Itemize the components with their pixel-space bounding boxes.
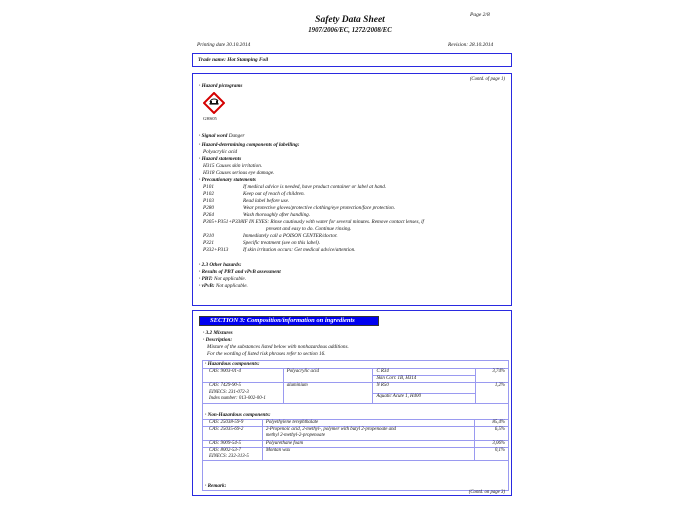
description-heading: · Description:: [203, 337, 233, 343]
precautionary-code: P310: [203, 233, 214, 239]
precautionary-text: Read label before use.: [243, 198, 290, 204]
precautionary-text-continued: present and easy to do. Continue rinsing.: [266, 226, 352, 232]
precautionary-statement: [203, 247, 356, 254]
classification: Skin Corr. 1B, H314: [373, 376, 476, 383]
hazard-components-heading: · Hazard-determining components of labelling:: [199, 142, 300, 148]
printing-date: Printing date 30.10.2014: [197, 42, 251, 48]
hazardous-heading: · Hazardous components:: [205, 361, 260, 367]
hazard-component: Polyacrylic acid: [203, 149, 238, 155]
identifier: CAS: 8002-53-7: [209, 447, 241, 453]
precautionary-statement: [203, 233, 338, 240]
precautionary-text: Immediately call a POISON CENTER/doctor.: [243, 233, 338, 239]
substance-name-line: methyl 2-methyl-2-propenoate: [265, 433, 326, 439]
pbt-line: [199, 276, 246, 283]
identifier: Index number: 013-002-00-1: [209, 395, 266, 401]
vpvb-value: Not applicable.: [215, 283, 248, 289]
identifier: EINECS: 232-313-5: [209, 454, 249, 460]
table-row: [203, 447, 509, 460]
signal-word-label: · Signal word: [199, 133, 228, 139]
percentage: 3,74%: [476, 369, 509, 383]
percentage: 1,2%: [476, 383, 509, 404]
pictogram-code: GHS05: [203, 116, 217, 121]
identifier: CAS: 9003-01-4: [209, 369, 241, 374]
identifier: CAS: 7429-90-5: [209, 383, 241, 389]
cas-cell: [203, 427, 263, 440]
cas-cell: [203, 420, 263, 427]
percentage: 3,06%: [475, 440, 509, 447]
corrosion-pictogram-icon: [203, 92, 225, 114]
substance-name: [262, 447, 474, 460]
pictograms-heading: · Hazard pictograms: [199, 83, 243, 89]
hazard-statement: H315 Causes skin irritation.: [203, 163, 263, 169]
precautionary-code: P102: [203, 191, 214, 197]
substance-name-line: Polyethylene terephthalate: [265, 420, 319, 425]
substance-name: [262, 440, 474, 447]
substance-name: Polyacrylic acid: [283, 369, 373, 383]
trade-name: Trade name: Hot Stamping Foil: [198, 57, 269, 63]
table-row: [203, 420, 509, 427]
cas-cell: [203, 383, 284, 404]
precautionary-statement: [203, 198, 289, 205]
precautionary-code: P332+P313: [203, 247, 229, 253]
vpvb-label: · vPvB:: [199, 283, 215, 289]
nonhazardous-heading: · Non-Hazardous components:: [205, 412, 271, 418]
vpvb-line: [199, 283, 248, 290]
section-3-box: [192, 310, 512, 496]
substance-name: [262, 427, 474, 440]
precautionary-code: P103: [203, 198, 214, 204]
substance-name-line: Montan wax: [265, 447, 291, 453]
cas-cell: [203, 447, 263, 460]
identifier: CAS: 25035-69-2: [209, 427, 244, 433]
percentage: 85,4%: [475, 420, 509, 427]
revision-date: Revision: 28.10.2014: [448, 42, 494, 48]
signal-word-line: [199, 133, 245, 140]
page-number: Page 2/8: [470, 12, 490, 18]
substance-name-line: Polyurethane foam: [265, 440, 304, 446]
precautionary-text: Specific treatment (see on this label).: [243, 240, 321, 246]
precautionary-statement: [203, 205, 395, 212]
precautionary-code: P280: [203, 205, 214, 211]
document-subtitle: 1907/2006/EC, 1272/2008/EC: [308, 27, 392, 34]
identifier: CAS: 25038-59-9: [209, 420, 244, 425]
precautionary-code: P101: [203, 184, 214, 190]
section-2-box: [192, 73, 512, 306]
hazard-statements-heading: · Hazard statements: [199, 156, 242, 162]
identifier: EINECS: 231-072-3: [209, 389, 249, 395]
precautionary-text: If skin irritation occurs: Get medical advice/attention.: [243, 247, 356, 253]
precautionary-text: Keep out of reach of children.: [243, 191, 305, 197]
precautionary-text: IF IN EYES: Rinse cautiously with water for several minutes. Remove contact lenses, if: [242, 219, 424, 225]
precautionary-code: P264: [203, 212, 214, 218]
substance-name: [262, 420, 474, 427]
precautionary-statement: [203, 219, 424, 226]
table-row: [203, 383, 509, 393]
mixtures-heading: · 3.2 Mixtures: [203, 330, 233, 336]
description-line: For the wording of listed risk phrases refer to section 16.: [207, 351, 326, 357]
table-row: [203, 427, 509, 440]
section-3-title: SECTION 3: Composition/information on ingredients: [199, 316, 379, 326]
signal-word: Danger: [228, 133, 245, 139]
cas-cell: [203, 440, 263, 447]
document-title: Safety Data Sheet: [315, 15, 385, 25]
trade-name-box: [192, 53, 512, 67]
percentage: 6,5%: [475, 427, 509, 440]
table-row: [203, 369, 509, 376]
hazard-statement: H318 Causes serious eye damage.: [203, 170, 275, 176]
continued-on: (Contd. on page 3): [468, 490, 505, 495]
pbt-label: · PBT:: [199, 276, 213, 282]
precautionary-code: P305+P351+P338: [203, 219, 243, 225]
precautionary-heading: · Precautionary statements: [199, 177, 256, 183]
substance-name-line: 2-Propenoic acid, 2-methyl-, polymer with butyl 2-propenoate and: [265, 427, 397, 433]
remark-heading: · Remark:: [205, 483, 227, 489]
other-hazards-heading: · 2.3 Other hazards:: [199, 262, 242, 268]
precautionary-statement: [203, 184, 386, 191]
description-line: Mixture of the substances listed below with nonhazardous additions.: [207, 344, 349, 350]
precautionary-statement: [203, 240, 320, 247]
precautionary-code: P321: [203, 240, 214, 246]
pbt-heading: · Results of PBT and vPvB assessment: [199, 269, 281, 275]
precautionary-text: Wash thoroughly after handling.: [243, 212, 311, 218]
nonhazardous-components-table: [202, 419, 509, 461]
table-row: [203, 440, 509, 447]
precautionary-text: If medical advice is needed, have product container or label at hand.: [243, 184, 387, 190]
classification: Aquatic Acute 1, H400: [373, 393, 476, 403]
hazardous-components-table: [202, 368, 509, 404]
precautionary-statement: [203, 212, 310, 219]
identifier: CAS: 9009-54-5: [209, 440, 241, 446]
pbt-value: Not applicable.: [214, 276, 247, 282]
classification: C R34: [373, 369, 476, 376]
cas-cell: [203, 369, 284, 383]
substance-name: aluminium: [283, 383, 373, 404]
precautionary-statement: [203, 191, 305, 198]
percentage: 0,1%: [475, 447, 509, 460]
page-corner-mark: [504, 496, 512, 498]
classification: N R50: [373, 383, 476, 393]
continued-from: (Contd. of page 1): [469, 77, 505, 82]
precautionary-text: Wear protective gloves/protective clothing/eye protection/face protection.: [243, 205, 396, 211]
